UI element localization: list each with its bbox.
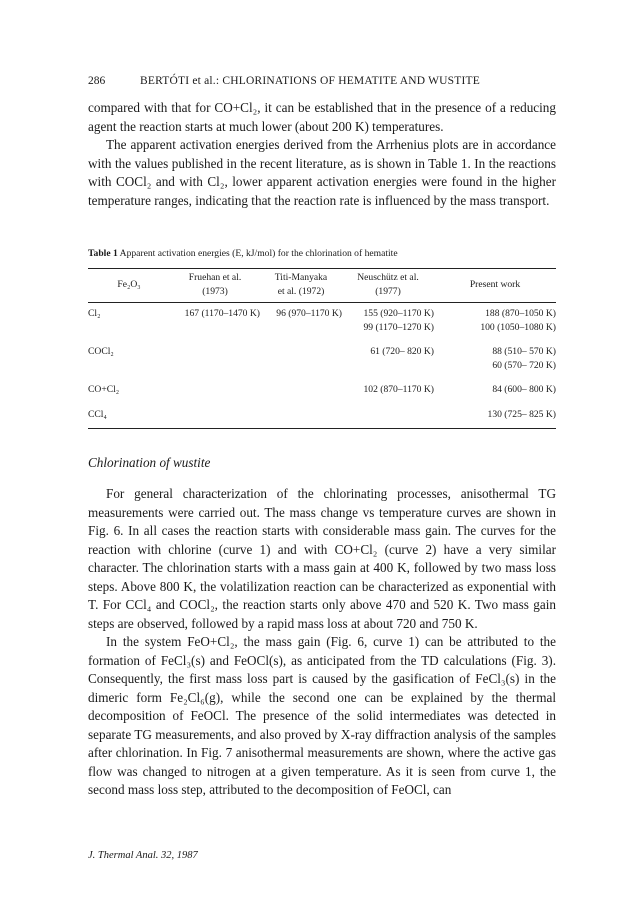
fruehan-cell <box>170 341 260 379</box>
fruehan-cell <box>170 404 260 429</box>
fruehan-cell <box>170 379 260 404</box>
text-block-top <box>88 99 556 210</box>
paragraph-activation-energies: The apparent activation energies derived from the Arrhenius plots are in accordance with the values published in the recent literature, as is shown in Table 1. In the reactions with COCl₂ and with Cl₂, lower apparent activation energies were found in the higher temperature ranges, indicating that the reaction rate is influenced by the mass transport. <box>88 137 556 208</box>
present-work-cell: 84 (600– 800 K) <box>492 384 556 395</box>
table-caption <box>88 248 398 259</box>
table-row <box>88 341 556 379</box>
titi-manyaka-cell: 96 (970–1170 K) <box>276 308 342 319</box>
table-row <box>88 379 556 404</box>
text-block-bottom <box>88 485 556 800</box>
table-caption-text: Apparent activation energies (E, kJ/mol) for the chlorination of hematite <box>117 248 398 259</box>
paragraph-feo-system: In the system FeO+Cl₂, the mass gain (Fig. 6, curve 1) can be attributed to the formation of FeCl₃(s) and FeOCl(s), as anticipated from the TD calculations (Fig. 3). Consequently, the first mass loss part is caused by the gasification of FeCl₃(s) in the dimeric form Fe₂Cl₆(g), while the second one can be explained by the thermal decomposition of FeOCl. The presence of the solid intermediates was detected in separate TG measurements, and also proved by X-ray diffraction analysis of the samples after chlorination. In Fig. 7 anisothermal measurements are shown, where the active gas flow was changed to nitrogen at a given temperature. As it is seen from curve 1, the second mass loss step, attributed to the decomposition of FeOCl, can <box>88 634 556 797</box>
table-body <box>88 303 556 429</box>
present-work-cell: 88 (510– 570 K) 60 (570– 720 K) <box>492 346 556 371</box>
present-work-cell: 188 (870–1050 K) 100 (1050–1080 K) <box>480 308 556 333</box>
journal-citation: J. Thermal Anal. 32, 1987 <box>88 850 198 861</box>
titi-manyaka-cell <box>260 379 342 404</box>
neuschutz-cell <box>342 404 434 429</box>
header-present-work: Present work <box>469 278 521 290</box>
table-row <box>88 404 556 429</box>
section-heading: Chlorination of wustite <box>88 455 211 470</box>
neuschutz-cell: 155 (920–1170 K) 99 (1170–1270 K) <box>363 308 434 333</box>
neuschutz-cell: 102 (870–1170 K) <box>363 384 434 395</box>
titi-manyaka-cell <box>260 341 342 379</box>
table-header-row <box>88 269 556 303</box>
reagent-cell: Cl₂ <box>88 308 101 319</box>
running-title: BERTÓTI et al.: CHLORINATIONS OF HEMATITE AND WUSTITE <box>140 75 480 87</box>
present-work-cell: 130 (725– 825 K) <box>487 408 556 420</box>
reagent-cell: COCl₂ <box>88 346 114 357</box>
table-caption-label: Table 1 <box>88 248 118 259</box>
titi-manyaka-cell <box>260 404 342 429</box>
header-reagent: Fe₂O₃ <box>117 278 141 290</box>
activation-energy-table <box>88 268 556 429</box>
reagent-cell: CCl₄ <box>88 408 107 420</box>
header-titi-manyaka: Titi-Manyaka et al. (1972) <box>274 272 328 297</box>
table-row <box>88 303 556 342</box>
reagent-cell: CO+Cl₂ <box>88 384 120 395</box>
neuschutz-cell: 61 (720– 820 K) <box>370 346 434 357</box>
header-neuschutz: Neuschütz et al. (1977) <box>357 272 419 297</box>
page-number: 286 <box>88 75 106 87</box>
fruehan-cell: 167 (1170–1470 K) <box>184 308 260 319</box>
paragraph-general-characterization: For general characterization of the chlorinating processes, anisothermal TG measurements were carried out. The mass change vs temperature curves are shown in Fig. 6. In all cases the reaction starts with considerable mass gain. The curves for the reaction with chlorine (curve 1) and with CO+Cl₂ (curve 2) have a very similar character. The chlorination starts with a mass gain at 400 K, followed by two mass loss steps. Above 800 K, the volatilization reaction can be characterized as exponential with T. For CCl₄ and COCl₂, the reaction starts only above 470 and 520 K. Two mass gain steps are observed, followed by a rapid mass loss at about 720 and 750 K. <box>88 486 556 631</box>
header-fruehan: Fruehan et al. (1973) <box>188 272 242 297</box>
paragraph-continuation: compared with that for CO+Cl₂, it can be established that in the presence of a reducing agent the reaction starts at much lower (about 200 K) temperatures. <box>88 100 556 134</box>
